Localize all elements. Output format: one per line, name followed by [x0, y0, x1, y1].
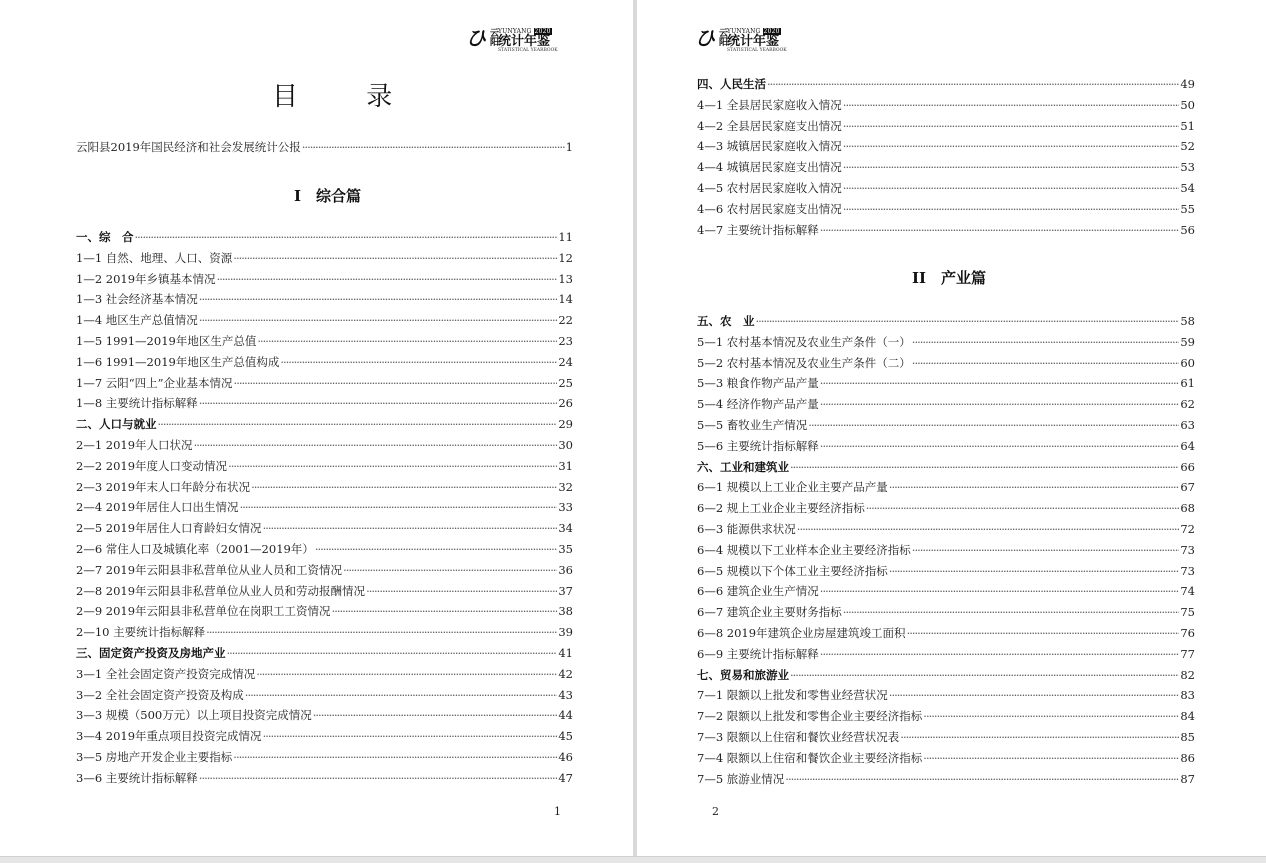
toc-entry[interactable] [697, 708, 1195, 724]
toc-leader-dots [263, 520, 558, 536]
toc-entry[interactable] [76, 250, 573, 266]
toc-leader-dots [889, 687, 1180, 703]
toc-entry-page: 14 [558, 292, 573, 307]
logo-year: 2020 [534, 28, 551, 35]
toc-entry-title: 7—5 旅游业情况 [697, 771, 785, 786]
toc-leader-dots [923, 708, 1179, 724]
toc-entry-title: 6—8 2019年建筑企业房屋建筑竣工面积 [697, 626, 906, 640]
toc-entry-page: 75 [1180, 605, 1195, 620]
toc-entry-page: 31 [558, 458, 573, 473]
toc-entry-title: 4—1 全县居民家庭收入情况 [697, 97, 842, 112]
toc-entry[interactable] [697, 138, 1195, 154]
toc-entry[interactable] [697, 438, 1195, 454]
toc-entry-title: 5—5 畜牧业生产情况 [697, 418, 808, 432]
toc-entry[interactable] [697, 159, 1195, 175]
toc-entry-page: 55 [1180, 201, 1195, 216]
toc-entry-title: 3—1 全社会固定资产投资完成情况 [76, 666, 256, 681]
toc-entry[interactable] [697, 375, 1195, 391]
toc-entry-title: 一、综 合 [76, 230, 134, 244]
toc-leader-dots [343, 562, 557, 578]
toc-leader-dots [866, 500, 1180, 516]
toc-entry-title: 7—2 限额以上批发和零售企业主要经济指标 [697, 709, 923, 724]
section-title: I 综合篇 [294, 187, 362, 205]
toc-entry[interactable] [697, 500, 1195, 516]
toc-entry-title: 二、人口与就业 [76, 417, 157, 432]
toc-leader-dots [158, 416, 558, 432]
toc-entry-page: 58 [1180, 314, 1195, 328]
toc-entry-page: 50 [1180, 97, 1195, 112]
yearbook-logo [695, 28, 797, 54]
toc-entry[interactable] [697, 222, 1195, 238]
toc-entry-page: 46 [558, 750, 573, 764]
toc-entry-page: 37 [558, 583, 573, 598]
toc-entry[interactable] [76, 624, 573, 640]
logo-cn-title: 统计年鉴 [727, 34, 780, 49]
toc-entry-page: 45 [558, 729, 573, 744]
toc-entry-page: 73 [1180, 542, 1195, 557]
toc-leader-dots [889, 479, 1180, 495]
toc-leader-dots [808, 417, 1179, 433]
toc-leader-dots [912, 542, 1180, 558]
toc-entry-title: 1—6 1991—2019年地区生产总值构成 [76, 354, 280, 369]
toc-leader-dots [245, 687, 558, 703]
toc-entry[interactable] [76, 354, 573, 370]
toc-entry-page: 54 [1180, 181, 1195, 195]
toc-entry-title: 7—1 限额以上批发和零售业经营状况 [697, 688, 888, 703]
toc-leader-dots [256, 666, 557, 682]
toc-entry-title: 5—4 经济作物产品产量 [697, 397, 819, 412]
toc-chapter[interactable] [697, 313, 1195, 329]
toc-entry[interactable] [697, 97, 1195, 113]
logo-yearbook-label: STATISTICAL YEARBOOK [498, 48, 558, 53]
toc-entry-title: 3—4 2019年重点项目投资完成情况 [76, 729, 262, 744]
toc-entry[interactable] [697, 625, 1195, 641]
toc-entry[interactable] [76, 728, 573, 744]
toc-entry-page: 23 [558, 334, 573, 348]
toc-entry[interactable] [76, 395, 573, 411]
toc-leader-dots [843, 138, 1180, 154]
toc-entry[interactable] [697, 687, 1195, 703]
toc-entry-page: 35 [558, 542, 573, 556]
toc-entry-page: 64 [1180, 438, 1195, 453]
toc-entry[interactable] [697, 542, 1195, 558]
toc-leader-dots [820, 438, 1180, 454]
toc-leader-dots [912, 334, 1180, 350]
logo-yearbook-label: STATISTICAL YEARBOOK [727, 48, 787, 53]
toc-leader-dots [820, 375, 1180, 391]
toc-entry-page: 83 [1180, 688, 1195, 703]
left-page [0, 0, 633, 856]
toc-entry-page: 32 [558, 479, 573, 494]
toc-entry-title: 2—8 2019年云阳县非私营单位从业人员和劳动报酬情况 [76, 583, 366, 598]
toc-leader-dots [900, 729, 1179, 745]
toc-entry-page: 44 [558, 708, 573, 723]
toc-entry-title: 五、农 业 [697, 314, 755, 328]
section-title: II 产业篇 [912, 269, 987, 287]
toc-entry-title: 2—10 主要统计指标解释 [76, 625, 206, 640]
toc-leader-dots [843, 201, 1180, 217]
toc-entry-page: 77 [1180, 646, 1195, 661]
toc-entry-title: 1—5 1991—2019年地区生产总值 [76, 334, 257, 348]
toc-entry-page: 36 [558, 562, 573, 577]
toc-entry-page: 49 [1180, 77, 1195, 91]
toc-entry[interactable] [76, 583, 573, 599]
logo-cn-name: 云阳 [488, 28, 498, 46]
toc-leader-dots [251, 479, 557, 495]
toc-entry-page: 29 [558, 417, 573, 432]
toc-entry-page: 39 [558, 625, 573, 640]
toc-entry[interactable] [697, 396, 1195, 412]
toc-entry-page: 85 [1180, 730, 1195, 744]
toc-entry-title: 4—2 全县居民家庭支出情况 [697, 118, 842, 133]
page-number: 2 [712, 805, 719, 818]
toc-entry-title: 2—3 2019年末人口年龄分布状况 [76, 479, 251, 494]
toc-leader-dots [199, 291, 558, 307]
toc-chapter[interactable] [697, 667, 1195, 683]
toc-entry-title: 6—9 主要统计指标解释 [697, 646, 819, 661]
page-number: 1 [554, 805, 561, 818]
toc-entry-page: 59 [1180, 334, 1195, 349]
toc-entry-page: 73 [1180, 563, 1195, 578]
toc-entry[interactable] [76, 707, 573, 723]
toc-leader-dots [234, 375, 558, 391]
toc-entry-title: 2—4 2019年居住人口出生情况 [76, 500, 239, 515]
toc-entry-title: 6—1 规模以上工业企业主要产品产量 [697, 480, 888, 495]
toc-leader-dots [227, 645, 558, 661]
toc-entry[interactable] [697, 521, 1195, 537]
logo-en-name: YUNYANG [498, 28, 532, 35]
logo-cn-name: 云阳 [717, 28, 727, 46]
toc-entry-title: 2—5 2019年居住人口育龄妇女情况 [76, 521, 262, 536]
toc-entry-title: 七、贸易和旅游业 [697, 667, 789, 682]
yearbook-logo [466, 28, 568, 54]
toc-entry-title: 1—2 2019年乡镇基本情况 [76, 271, 216, 286]
toc-leader-dots [843, 180, 1180, 196]
toc-entry-page: 26 [558, 396, 573, 411]
logo-year: 2020 [763, 28, 780, 35]
toc-entry-title: 2—2 2019年度人口变动情况 [76, 458, 228, 473]
toc-entry-title: 5—1 农村基本情况及农业生产条件（一） [697, 334, 911, 349]
toc-entry-page: 61 [1180, 376, 1195, 391]
toc-entry[interactable] [76, 541, 573, 557]
toc-leader-dots [785, 771, 1179, 787]
toc-entry[interactable] [76, 291, 573, 307]
toc-entry-page: 30 [558, 438, 573, 452]
toc-entry[interactable] [76, 562, 573, 578]
toc-entry[interactable] [76, 375, 573, 391]
toc-entry[interactable] [76, 458, 573, 474]
toc-leader-dots [843, 604, 1180, 620]
toc-leader-dots [217, 271, 558, 287]
toc-leader-dots [820, 396, 1180, 412]
right-page [637, 0, 1266, 856]
toc-entry-page: 86 [1180, 750, 1195, 765]
toc-entry-page: 72 [1180, 522, 1195, 536]
toc-entry-title: 2—9 2019年云阳县非私营单位在岗职工工资情况 [76, 604, 331, 619]
logo-mark-icon: ひ [466, 26, 486, 50]
toc-entry-page: 60 [1180, 355, 1195, 370]
toc-entry-page: 66 [1180, 459, 1195, 474]
toc-entry-page: 68 [1180, 501, 1195, 516]
toc-leader-dots [233, 749, 557, 765]
toc-entry[interactable] [697, 604, 1195, 620]
toc-entry-title: 5—6 主要统计指标解释 [697, 438, 819, 453]
toc-leader-dots [923, 750, 1179, 766]
toc-leader-dots [206, 624, 557, 640]
toc-entry[interactable] [76, 749, 573, 765]
toc-chapter[interactable] [76, 229, 573, 245]
toc-leader-dots [313, 707, 558, 723]
toc-entry-title: 5—2 农村基本情况及农业生产条件（二） [697, 355, 911, 370]
toc-entry-title: 6—7 建筑企业主要财务指标 [697, 605, 842, 620]
toc-entry[interactable] [76, 603, 573, 619]
toc-entry-title: 四、人民生活 [697, 77, 766, 91]
toc-entry[interactable] [76, 333, 573, 349]
toc-chapter[interactable] [697, 459, 1195, 475]
toc-entry-page: 42 [558, 666, 573, 681]
toc-leader-dots [907, 625, 1180, 641]
toc-entry-title: 2—7 2019年云阳县非私营单位从业人员和工资情况 [76, 562, 343, 577]
toc-entry[interactable] [697, 355, 1195, 371]
toc-entry-title: 2—6 常住人口及城镇化率（2001—2019年） [76, 542, 314, 556]
toc-entry[interactable] [697, 750, 1195, 766]
toc-leader-dots [257, 333, 557, 349]
toc-entry-page: 63 [1180, 418, 1195, 432]
toc-leader-dots [194, 437, 558, 453]
toc-entry-title: 4—3 城镇居民家庭收入情况 [697, 139, 842, 154]
toc-entry-page: 47 [558, 770, 573, 785]
toc-entry[interactable] [697, 118, 1195, 134]
toc-entry-page: 87 [1180, 771, 1195, 786]
toc-leader-dots [797, 521, 1180, 537]
toc-entry-title: 1—1 自然、地理、人口、资源 [76, 250, 233, 265]
toc-entry-title: 1—4 地区生产总值情况 [76, 313, 198, 328]
toc-entry-title: 4—6 农村居民家庭支出情况 [697, 201, 842, 216]
toc-entry-page: 52 [1180, 139, 1195, 154]
toc-leader-dots [843, 118, 1180, 134]
toc-entry-page: 34 [558, 521, 573, 536]
toc-entry-page: 38 [558, 604, 573, 619]
toc-entry-page: 33 [558, 500, 573, 515]
toc-leader-dots [912, 355, 1180, 371]
toc-entry[interactable] [76, 479, 573, 495]
toc-leader-dots [240, 499, 558, 515]
toc-leader-dots [280, 354, 557, 370]
toc-leader-dots [843, 97, 1180, 113]
logo-en-name: YUNYANG [727, 28, 761, 35]
toc-leader-dots [233, 250, 557, 266]
toc-entry[interactable] [697, 563, 1195, 579]
toc-entry-title: 3—5 房地产开发企业主要指标 [76, 750, 233, 764]
logo-cn-title: 统计年鉴 [498, 34, 551, 49]
toc-entry-page: 11 [558, 230, 573, 244]
toc-chapter[interactable] [76, 645, 573, 661]
toc-entry-title: 六、工业和建筑业 [697, 459, 789, 474]
toc-entry-title: 3—2 全社会固定资产投资及构成 [76, 687, 244, 702]
toc-entry-title: 6—6 建筑企业生产情况 [697, 584, 819, 599]
toc-entry-page: 51 [1180, 118, 1195, 133]
toc-entry-page: 76 [1180, 626, 1195, 640]
toc-entry-title: 4—5 农村居民家庭收入情况 [697, 181, 842, 195]
toc-entry[interactable] [76, 770, 573, 786]
toc-leader-dots [820, 222, 1180, 238]
toc-leader-dots [315, 541, 558, 557]
toc-leader-dots [790, 667, 1179, 683]
toc-entry-page: 84 [1180, 709, 1195, 724]
toc-entry-page: 82 [1180, 667, 1195, 682]
toc-entry-page: 67 [1180, 480, 1195, 495]
toc-entry-page: 43 [558, 687, 573, 702]
toc-leader-dots [820, 583, 1180, 599]
toc-leader-dots [790, 459, 1179, 475]
toc-entry[interactable] [697, 201, 1195, 217]
toc-entry[interactable] [697, 771, 1195, 787]
toc-entry-title: 3—3 规模（500万元）以上项目投资完成情况 [76, 708, 312, 723]
toc-leader-dots [135, 229, 558, 245]
toc-entry[interactable] [76, 312, 573, 328]
toc-entry[interactable] [697, 417, 1195, 433]
toc-entry-title: 三、固定资产投资及房地产业 [76, 646, 226, 660]
toc-chapter[interactable] [76, 416, 573, 432]
toc-entry-title: 1—7 云阳“四上”企业基本情况 [76, 375, 233, 390]
toc-entry-page: 12 [558, 250, 573, 265]
toc-leader-dots [756, 313, 1180, 329]
toc-entry-page: 24 [558, 354, 573, 369]
toc-leader-dots [820, 646, 1180, 662]
toc-entry-page: 22 [558, 313, 573, 328]
toc-entry-title: 3—6 主要统计指标解释 [76, 770, 198, 785]
toc-entry-title: 1—3 社会经济基本情况 [76, 292, 198, 307]
toc-entry[interactable] [76, 687, 573, 703]
toc-entry[interactable] [697, 180, 1195, 196]
toc-entry-page: 41 [558, 646, 573, 660]
toc-entry[interactable] [697, 583, 1195, 599]
toc-entry-title: 1—8 主要统计指标解释 [76, 396, 198, 411]
toc-entry-title: 6—5 规模以下个体工业主要经济指标 [697, 563, 888, 578]
toc-leader-dots [199, 395, 558, 411]
toc-entry[interactable] [76, 437, 573, 453]
toc-entry-title: 6—3 能源供求状况 [697, 522, 796, 536]
toc-leader-dots [228, 458, 557, 474]
toc-entry-title: 7—4 限额以上住宿和餐饮企业主要经济指标 [697, 750, 923, 765]
toc-entry-page: 56 [1180, 222, 1195, 237]
toc-entry-page: 13 [558, 271, 573, 286]
toc-entry-title: 5—3 粮食作物产品产量 [697, 376, 819, 391]
toc-entry[interactable] [697, 479, 1195, 495]
page-title: 目 录 [272, 82, 423, 112]
toc-leader-dots [332, 603, 558, 619]
toc-entry-page: 74 [1180, 584, 1195, 599]
toc-leader-dots [366, 583, 557, 599]
toc-entry-title: 4—7 主要统计指标解释 [697, 222, 819, 237]
toc-leader-dots [843, 159, 1180, 175]
toc-leader-dots [767, 76, 1179, 92]
toc-entry[interactable] [697, 646, 1195, 662]
toc-entry-title: 6—2 规上工业企业主要经济指标 [697, 501, 865, 516]
toc-entry-title: 6—4 规模以下工业样本企业主要经济指标 [697, 542, 911, 557]
toc-leader-dots [263, 728, 558, 744]
toc-entry[interactable] [76, 499, 573, 515]
toc-entry[interactable] [76, 666, 573, 682]
toc-entry-page: 53 [1180, 160, 1195, 175]
toc-entry[interactable] [697, 334, 1195, 350]
toc-entry[interactable] [697, 729, 1195, 745]
toc-entry[interactable] [76, 520, 573, 536]
toc-entry-title: 2—1 2019年人口状况 [76, 438, 193, 452]
toc-entry-page: 25 [558, 375, 573, 390]
toc-leader-dots [199, 770, 558, 786]
toc-entry-title: 7—3 限额以上住宿和餐饮业经营状况表 [697, 730, 900, 744]
toc-entry[interactable] [76, 271, 573, 287]
toc-entry-bulletin[interactable]: 云阳县2019年国民经济和社会发展统计公报 ····· 1 [76, 139, 573, 155]
toc-chapter[interactable] [697, 76, 1195, 92]
logo-mark-icon: ひ [695, 26, 715, 50]
toc-entry-title: 4—4 城镇居民家庭支出情况 [697, 160, 842, 175]
toc-leader-dots [889, 563, 1180, 579]
toc-leader-dots [199, 312, 558, 328]
toc-entry-page: 62 [1180, 397, 1195, 412]
